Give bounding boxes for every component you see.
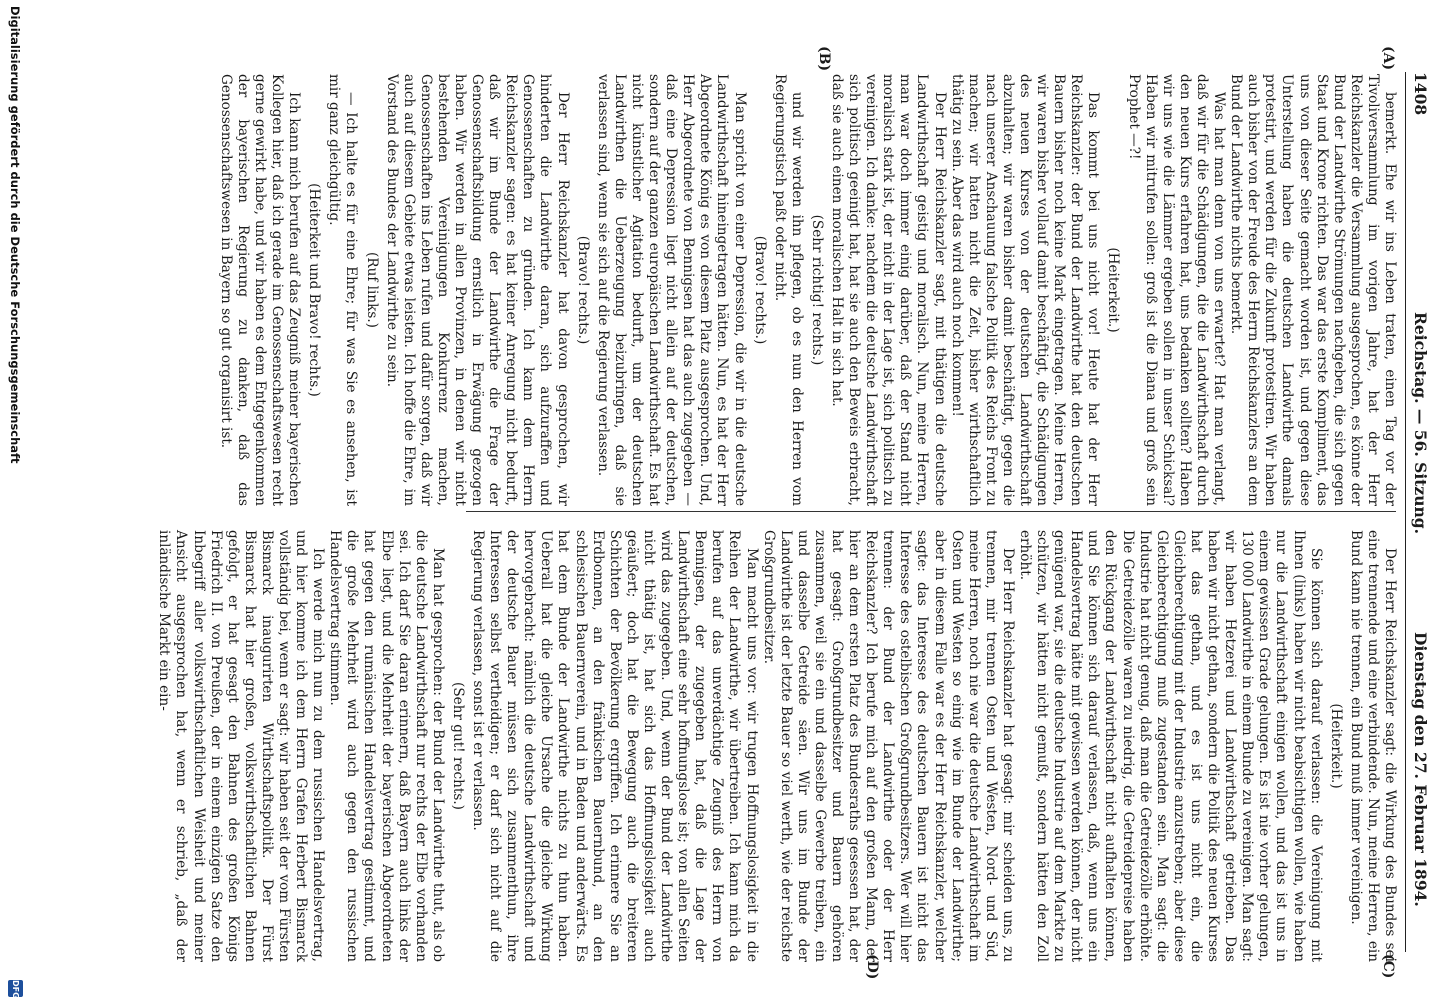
- interjection: (Heiterkeit.): [1105, 247, 1122, 333]
- paragraph: — Ich halte es für eine Ehre; für was Sie es ansehen, ist mir ganz gleichgültig.: [326, 74, 360, 506]
- column-divider: [466, 511, 1396, 512]
- paragraph: Das kommt bei uns nicht vor! Heute hat der Herr Reichskanzler: der Bund der Landwirthe hat den deutschen Bauern bisher noch keine Mark eingetragen. Meine Herren, wir waren bisher vollauf damit beschäftigt, die Schädigungen des neuen Kurses von der deutschen Landwirthschaft abzuhalten; wir waren bisher damit beschäftigt, gegen die nach unserer Anschauung falsche Politik des Reichs Front zu machen; wir hatten nicht die Zeit, bisher wirthschaftlich thätig zu sein. Aber das wird auch noch kommen!: [948, 74, 1102, 506]
- session-title: Reichstag. — 56. Sitzung.: [1411, 312, 1430, 534]
- paragraph: Man macht uns vor: wir trugen Hoffnungslosigkeit in die Reihen der Landwirthe, wir übertreiben. Ich kann mich da berufen auf das unverdächtige Zeugniß des Herrn von Bennigsen, der zugegeben hat, daß die Lage der Landwirthschaft eine sehr hoffnungslose ist; von allen Seiten wird das zugegeben. Und, wenn der Bund der Landwirthe nicht thätig ist, hat sich das Hoffnungslosigkeit auch geäußert; doch hat die Bewegung auch die breiteren Schichten der Bevölkerung ergriffen. Ich erinnere Sie an Erdbonnen, an den fränkischen Bauernbund, an den schlesischen Bauernverein, und in Baden und anderwärts. Es hat dem Bunde der Landwirthe nichts zu thun haben. Ueberall hat die gleiche Ursache die gleiche Wirkung hervorgebracht: nämlich die deutsche Landwirthschaft und der deutsche Bauer müssen sich zusammenthun, ihre Interessen selbst vertheidigen; er darf sich nicht auf die Regierung verlassen, sonst ist er verlassen.: [470, 530, 760, 962]
- margin-mark-d: (D): [864, 954, 880, 980]
- dfg-logo-icon: DFG: [8, 980, 23, 997]
- paragraph: Ich kann mich berufen auf das Zeugniß meiner bayerischen Kollegen hier, daß ich gerade im Genossenschaftswesen recht gerne gewirkt habe, und wir haben es dem Entgegenkommen der bayerischen Regierung zu danken, daß das Genossenschaftswesen in Bayern so gut organisirt ist.: [217, 74, 303, 506]
- interjection: (Sehr gut! rechts.): [449, 682, 466, 810]
- paragraph: Man hat gesprochen: der Bund der Landwirthe thut, als ob die deutsche Landwirthschaft nur rechts der Elbe vorhanden sei. Ich darf Sie daran erinnern, daß Bayern auch links der Elbe liegt, und die Mehrheit der bayerischen Abgeordneten hat gegen den rumänischen Handelsvertrag gestimmt, und die große Mehrheit wird auch gegen den russischen Handelsvertrag stimmen.: [327, 530, 446, 962]
- margin-mark-a: (A): [1380, 46, 1396, 71]
- paragraph: bemerkt. Ehe wir ins Leben traten, einen Tag vor der Tivoliversammlung im vorigen Jahre, hat der Herr Reichskanzler die Versammlung ausgesprochen, es könne der Bund der Landwirthe Strömungen nachgeben, die sich gegen Staat und Krone richten. Das war das erste Kompliment, das uns von dieser Seite gemacht worden ist, und gegen diese Unterstellung haben die deutschen Landwirthe damals protestirt, und werden für die Zukunft protestiren. Wir haben auch bisher von der Freude des Herrn Reichskanzlers an dem Bund der Landwirthe nichts bemerkt.: [1228, 74, 1398, 506]
- interjection: (Sehr richtig! rechts.): [808, 214, 825, 366]
- paragraph: Der Herr Reichskanzler sagt, mit thätigen die deutsche Landwirthschaft geistig und moralisch. Nun, meine Herren, man war doch immer einig darüber, daß der Stand nicht moralisch stark ist, der nicht in der Lage ist, sich politisch zu vereinigen. Ich danke: nachdem die deutsche Landwirthschaft sich politisch geeinigt hat, hat sie auch den Beweis erbracht, daß sie auch einen moralischen Halt in sich hat.: [829, 74, 948, 506]
- margin-mark-b: (B): [816, 46, 832, 72]
- paragraph: Der Herr Reichskanzler hat davon gesprochen, wir hinderten die Landwirthe daran, sich aufzuraffen und Genossenschaften zu gründen. Ich kann dem Herrn Reichskanzler sagen: es hat keiner Anregung nicht bedurft, daß wir im Bunde der Landwirthe die Frage der Genossenschaftsbildung ernstlich in Erwägung gezogen haben. Wir werden in allen Provinzen, in denen wir nicht bestehenden Vereinigungen Konkurrenz machen, Genossenschaften ins Leben rufen und dafür sorgen, daß wir auch auf diesem Gebiete etwas leisten. Ich hoffe die Ehre, im Vorstand des Bundes der Landwirthe zu sein.: [383, 74, 571, 506]
- session-date: Dienstag den 27. Februar 1894.: [1411, 632, 1430, 907]
- paragraph: Was hat man denn von uns erwartet? Hat man verlangt, daß wir für die Schädigungen, die die Landwirthschaft durch den neuen Kurs erfahren hat, uns bedanken sollten? Haben wir uns wie die Lämmer ergeben sollen in unser Schicksal? Haben wir mitrufen sollen: groß ist die Diana und groß sein Prophet —?!: [1125, 74, 1228, 506]
- paragraph: Der Herr Reichskanzler sagt: die Wirkung des Bundes sei eine trennende und eine verbindende. Nun, meine Herren, ein Bund kann nie trennen, ein Bund muß immer vereinigen.: [1347, 530, 1398, 962]
- page-number: 1408: [1411, 72, 1430, 116]
- paragraph: Sie können sich darauf verlassen: die Vereinigung mit Ihnen (links) haben wir nicht beabsichtigen wollen, wie haben nur die Landwirthschaft einigen wollen, und das ist uns in einem gewissen Grade gelungen. Es ist nie vorher gelungen, 130 000 Landwirthe in einem Bunde zu vereinigen. Man sagt: wir haben Hetzerei und Landwirthschaft getrieben. Das haben wir nicht gethan, sondern die Politik des neuen Kurses hat das gethan, und es ist uns nicht ein, die Gleichberechtigung mit der Industrie anzustreben; aber diese Gleichberechtigung muß zugestanden sein. Man sagt: die Industrie hat nicht genug, daß man die Getreidezölle erhöhte. Die Getreidezölle waren zu niedrig, die Getreidepreise haben den Rückgang der Landwirthschaft nicht aufhalten können, und Sie können sich darauf verlassen, daß, wenn uns ein Handelsvertrag hätte mit gewissen werden können, der nicht genügend war, sie die deutsche Industrie auf dem Markte zu schützen, wir hätten nicht gemußt, sondern hätten den Zoll erhöht.: [1017, 530, 1324, 962]
- digitization-credit-text: Digitalisierung gefördert durch die Deutsche Forschungsgemeinschaft: [8, 6, 22, 464]
- digitization-credit: [2, 0, 26, 1000]
- interjection: (Heiterkeit und Bravo! rechts.): [306, 183, 323, 397]
- interjection: (Heiterkeit.): [1327, 703, 1344, 789]
- interjection: (Ruf links.): [363, 252, 380, 328]
- paragraph: Man spricht von einer Depression, die wir in die deutsche Landwirthschaft hineingetragen hätten. Nun, es hat der Herr Abgeordnete König es von diesem Platz ausgesprochen. Und, Herr Abgeordnete von Bennigsen hat das auch zugegeben — daß eine Depression liegt nicht allein auf der deutschen, sondern auf der ganzen europäischen Landwirthschaft. Es hat nicht künstlicher Agitation bedurft, um der deutschen Landwirthen die Ueberzeugung beizubringen, daß sie verlassen sind, wenn sie sich auf die Regierung verlassen.: [594, 74, 748, 506]
- paragraph: Ich werde mich nun zu dem russischen Handelsvertrag, und hier komme ich dem Herrn Grafen Herbert Bismarck vollständig bei, wenn er sagt: wir haben seit der vom Fürsten Bismarck inaugurirten Wirthschaftspolitik. Der Fürst Bismarck hat hier großen, volkswirthschaftlichen Bahnen gefolgt, er hat gesagt den Bahnen des großen Königs Friedrich II. von Preußen, der in einem einzigen Satze den Inbegriff aller volkswirthschaftlichen Weisheit und meiner Ansicht ausgesprochen hat, wenn er schrieb, „daß der inländische Markt ein ein-: [156, 530, 327, 962]
- interjection: (Bravo! rechts.): [574, 235, 591, 345]
- text-column-right: [156, 530, 1398, 962]
- page-header: [1405, 72, 1432, 952]
- text-column-left: [217, 74, 1398, 506]
- paragraph: Der Herr Reichskanzler hat gesagt: mir scheiden uns, zu trennen, mir trennen Osten und Westen, Nord- und Süd, meine Herren, noch nie war die deutsche Landwirthschaft im Osten und Westen so einig wie im Bunde der Landwirthe; aber in diesem Falle war es der Herr Reichskanzler, welcher sagte: das Interesse des deutschen Bauern ist nicht das Interesse des ostelbischen Großgrundbesitzers. Wer will hier trennen: der Bund der Landwirthe oder der Herr Reichskanzler? Ich berufe mich auf den großen Mann, der hier an dem ersten Platz des Bundesraths gesessen hat, der hat gesagt: Großgrundbesitzer und Bauern gehören zusammen, weil sie ein und dasselbe Gewerbe treiben, ein und dasselbe Getreide säen. Wir uns im Bunde der Landwirthe ist der letzte Bauer so viel werth, wie der reichste Großgrundbesitzer.: [760, 530, 1016, 962]
- margin-mark-c: (C): [1380, 954, 1396, 979]
- paragraph: und wir werden ihn pflegen, ob es nun den Herren vom Regierungstisch paßt oder nicht.: [771, 74, 805, 506]
- interjection: (Bravo! rechts.): [751, 235, 768, 345]
